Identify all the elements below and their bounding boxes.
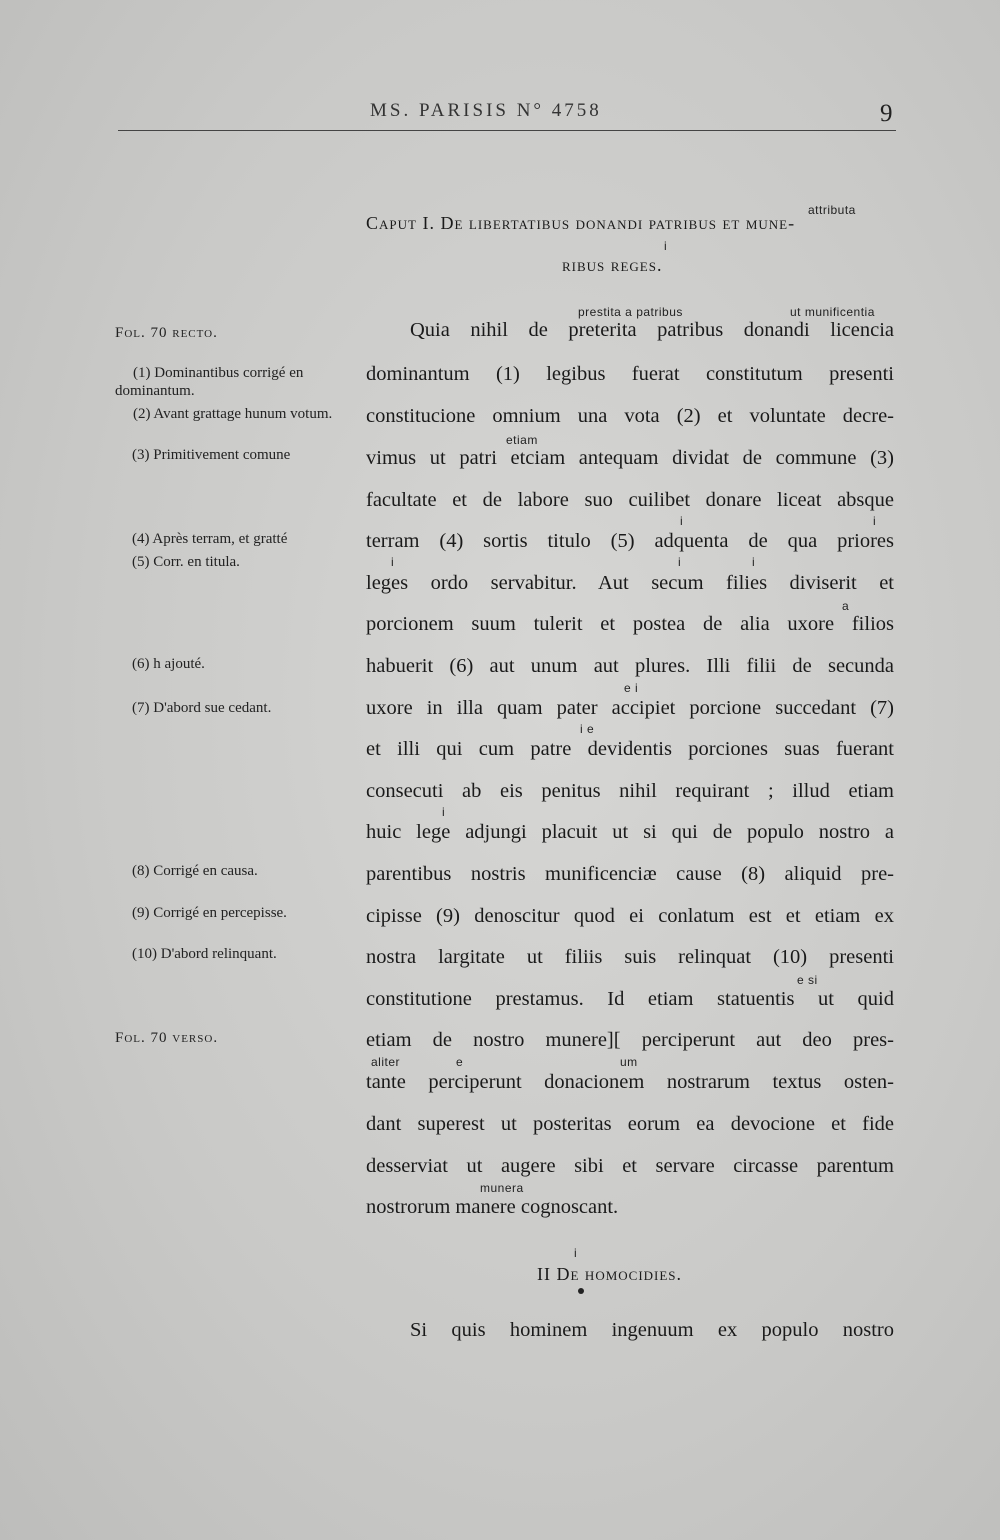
margin-note: (4) Après terram, et gratté: [132, 531, 288, 547]
margin-note: (10) D'abord relinquant.: [132, 946, 277, 962]
text-line: dominantum (1) legibus fuerat constitutum presenti: [366, 363, 894, 385]
header-rule: [118, 130, 896, 131]
text-line: habuerit (6) aut unum aut plures. Illi filii de secunda: [366, 655, 894, 677]
text-line: vimus ut patri etciam antequam dividat de commune (3): [366, 447, 894, 469]
chapter-title-line-1: [366, 213, 795, 234]
interlinear-i: i: [752, 555, 756, 569]
text-line: parentibus nostris munificenciæ cause (8) aliquid pre-: [366, 863, 894, 885]
text-line: huic lege adjungi placuit ut si qui de populo nostro a: [366, 821, 894, 843]
interlinear-um: um: [620, 1055, 638, 1069]
text-line: Quia nihil de preterita patribus donandi licencia: [410, 319, 894, 341]
text-line: et illi qui cum patre devidentis porciones suas fuerant: [366, 738, 894, 760]
margin-note: (3) Primitivement comune: [132, 447, 291, 463]
text-line: consecuti ab eis penitus nihil requirant ; illud etiam: [366, 780, 894, 802]
text-line: facultate et de labore suo cuilibet donare liceat absque: [366, 489, 894, 511]
ink-dot: [578, 1288, 584, 1294]
interlinear-i: i: [442, 805, 446, 819]
gloss-i-title: i: [664, 239, 668, 253]
interlinear-munera: munera: [480, 1181, 524, 1195]
text-line: tante perciperunt donacionem nostrarum textus osten-: [366, 1071, 894, 1093]
interlinear-i: i: [873, 514, 877, 528]
text-line: porcionem suum tulerit et postea de alia uxore filios: [366, 613, 894, 635]
margin-note: (5) Corr. en titula.: [132, 554, 240, 570]
gloss-munificentia: ut munificentia: [790, 305, 875, 319]
interlinear-e: e: [456, 1055, 464, 1069]
chapter-title-text-2: ribus reges.: [562, 255, 663, 275]
chapter-two-title: II De homocidies.: [537, 1264, 683, 1284]
text-line: leges ordo servabitur. Aut secum filies diviserit et: [366, 572, 894, 594]
interlinear-aliter: aliter: [371, 1055, 401, 1069]
gloss-etiam: etiam: [506, 433, 538, 447]
text-line: constitucione omnium una vota (2) et voluntate decre-: [366, 405, 894, 427]
gloss-prestita: prestita a patribus: [578, 305, 683, 319]
folio-verso: Fol. 70 verso.: [115, 1030, 219, 1046]
interlinear-ei: e i: [624, 681, 639, 695]
text-line: uxore in illa quam pater accipiet porcione succedant (7): [366, 697, 894, 719]
text-line: nostra largitate ut filiis suis relinquat (10) presenti: [366, 946, 894, 968]
margin-note: (8) Corrigé en causa.: [132, 863, 258, 879]
page-number: 9: [880, 100, 893, 127]
text-line: etiam de nostro munere][ perciperunt aut deo pres-: [366, 1029, 894, 1051]
text-line: nostrorum manere cognoscant.: [366, 1196, 619, 1218]
margin-note: (7) D'abord sue cedant.: [132, 700, 272, 716]
chapter-title-text: Caput I. De libertatibus donandi patribus et mune-: [366, 213, 796, 233]
text-line: constitutione prestamus. Id etiam statuentis ut quid: [366, 988, 894, 1010]
margin-note: (6) h ajouté.: [132, 656, 205, 672]
interlinear-i: i: [678, 555, 682, 569]
interlinear-ie: i e: [580, 722, 595, 736]
folio-recto: Fol. 70 recto.: [115, 325, 218, 341]
gloss-i-chapter-two: i: [574, 1246, 578, 1260]
text-line: terram (4) sortis titulo (5) adquenta de qua priores: [366, 530, 894, 552]
text-line: Si quis hominem ingenuum ex populo nostro: [410, 1319, 894, 1341]
interlinear-esi: e si: [797, 973, 818, 987]
margin-note: (1) Dominantibus corrigé en dominantum.: [115, 365, 304, 399]
text-line: cipisse (9) denoscitur quod ei conlatum est et etiam ex: [366, 905, 894, 927]
chapter-title-line-2: [562, 255, 662, 276]
text-line: desserviat ut augere sibi et servare circasse parentum: [366, 1155, 894, 1177]
interlinear-i: i: [680, 514, 684, 528]
interlinear-a: a: [842, 599, 850, 613]
running-head: MS. PARISIS N° 4758: [370, 100, 602, 121]
gloss-attributa: attributa: [808, 203, 856, 217]
text-line: dant superest ut posteritas eorum ea devocione et fide: [366, 1113, 894, 1135]
interlinear-i: i: [391, 555, 395, 569]
margin-note: (2) Avant grattage hunum votum.: [133, 406, 333, 422]
margin-note: (9) Corrigé en percepisse.: [132, 905, 287, 921]
